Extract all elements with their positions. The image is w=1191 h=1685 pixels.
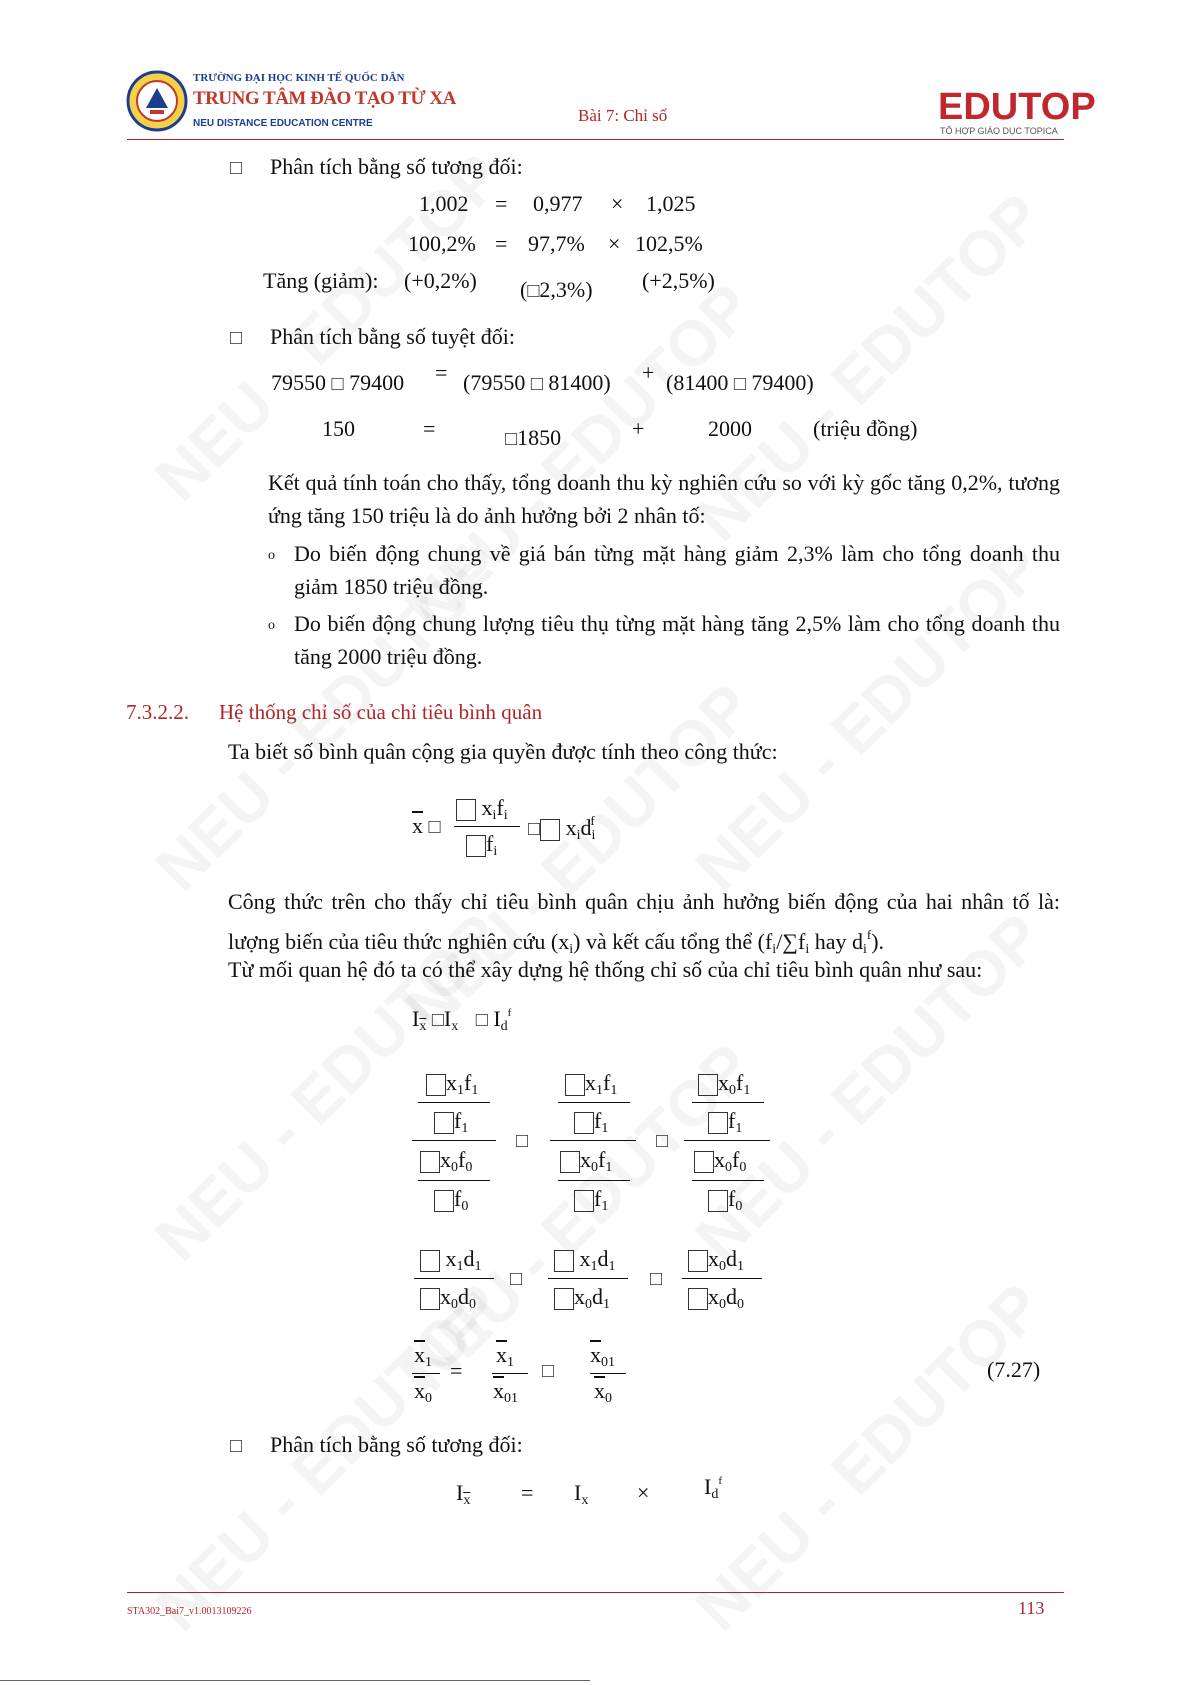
- abs-term: (79550 □ 81400): [463, 370, 611, 395]
- abs-value: □1850: [505, 425, 562, 450]
- conclusion-bullet: Do biến động chung về giá bán từng mặt hàng giảm 2,3% làm cho tổng doanh thu giảm 1850 triệu đồng.: [294, 541, 1060, 599]
- operator-icon: □: [656, 1130, 669, 1152]
- eq-sign: ×: [637, 1480, 650, 1505]
- eq-value: 100,2%: [408, 231, 476, 256]
- eq-value: 97,7%: [528, 231, 585, 256]
- abs-sign: +: [632, 416, 645, 441]
- abs-value: 150: [322, 416, 355, 441]
- operator-icon: □: [542, 1360, 555, 1382]
- header-divider: [127, 139, 1064, 140]
- eq-value: 102,5%: [635, 231, 703, 256]
- change-text: 2,3%): [539, 277, 593, 302]
- conclusion-text: Kết quả tính toán cho thấy, tổng doanh thu kỳ nghiên cứu so với kỳ gốc tăng 0,2%, tương ứng tăng 150 triệu là do ảnh hưởng bởi 2 nhân tố:: [268, 470, 1060, 528]
- index-term: $I_d^f$: [704, 1474, 722, 1502]
- operator-icon: □: [516, 1130, 529, 1152]
- section-title: Hệ thống chỉ số của chỉ tiêu bình quân: [219, 700, 543, 724]
- relative-heading: Phân tích bằng số tương đối:: [270, 1432, 523, 1457]
- conclusion-bullet: Do biến động chung lượng tiêu thụ từng mặt hàng tăng 2,5% làm cho tổng doanh thu tăng 2000 triệu đồng.: [294, 611, 1060, 669]
- formula-denominator: $f_i$: [466, 831, 497, 860]
- section-intro: Ta biết số bình quân cộng gia quyền được tính theo công thức:: [228, 739, 778, 764]
- logo-line-1: TRƯỜNG ĐẠI HỌC KINH TẾ QUỐC DÂN: [193, 72, 405, 84]
- abs-value: 2000: [708, 416, 752, 441]
- abs-sign: +: [642, 360, 655, 385]
- page-number: 113: [1018, 1598, 1045, 1618]
- footer-divider: [127, 1592, 1064, 1593]
- checkbox-icon: □: [230, 327, 243, 349]
- bullet-icon: o: [268, 618, 275, 633]
- abs-sign: =: [423, 416, 436, 441]
- page-title: Bài 7: Chỉ số: [578, 106, 668, 125]
- eq-value: 0,977: [533, 191, 583, 216]
- footer-code: STA302_Bai7_v1.0013109226: [127, 1606, 252, 1617]
- fraction-line: [454, 826, 520, 827]
- section-paragraph: Công thức trên cho thấy chỉ tiêu bình quân chịu ảnh hưởng biến động của hai nhân tố là: lượng biến của tiêu thức nghiên cứu $(x_i)$ và kết cấu tổng thể ($f_i/\sum f_i$ hay $d_i^f$).: [228, 889, 1060, 957]
- section-number: 7.3.2.2.: [126, 700, 189, 724]
- equation-number: (7.27): [987, 1357, 1041, 1382]
- formula-symbol: $\overline{x}$ □: [412, 813, 441, 838]
- watermark: [681, 1269, 1057, 1645]
- checkbox-icon: □: [230, 157, 243, 179]
- eq-sign: =: [450, 1358, 463, 1383]
- checkbox-icon: □: [230, 1435, 243, 1457]
- eq-sign: ×: [608, 231, 621, 256]
- eq-sign: =: [521, 1480, 534, 1505]
- absolute-heading: Phân tích bằng số tuyệt đối:: [270, 324, 516, 349]
- change-value: (□2,3%): [520, 277, 593, 302]
- formula-numerator: $x_if_i$: [456, 795, 508, 824]
- logo-line-2: TRUNG TÂM ĐÀO TẠO TỪ XA: [193, 88, 456, 109]
- index-relation: $I_{\overline{x}}$ $□I_x$ □ $I_d^f$: [412, 1006, 512, 1034]
- relative-heading: Phân tích bằng số tương đối:: [270, 154, 523, 179]
- eq-sign: =: [495, 191, 508, 216]
- change-label: Tăng (giảm):: [263, 268, 379, 293]
- abs-term: 79550 □ 79400: [271, 370, 405, 395]
- eq-value: 1,025: [646, 191, 696, 216]
- eq-sign: ×: [611, 191, 624, 216]
- index-term: $I_x$: [574, 1480, 589, 1508]
- change-value: (+0,2%): [404, 268, 477, 293]
- change-value: (+2,5%): [642, 268, 715, 293]
- abs-term: (81400 □ 79400): [666, 370, 814, 395]
- eq-value: 1,002: [419, 191, 469, 216]
- operator-icon: □: [510, 1268, 523, 1290]
- index-term: $I_{\overline{x}}$: [456, 1480, 471, 1508]
- neu-logo-icon: [126, 70, 188, 132]
- edutop-tagline: TỔ HỢP GIÁO DỤC TOPICA: [940, 126, 1058, 136]
- eq-sign: =: [495, 231, 508, 256]
- abs-unit: (triệu đồng): [813, 416, 918, 441]
- operator-icon: □: [650, 1268, 663, 1290]
- bullet-icon: o: [268, 548, 275, 563]
- page-bottom-rule: [0, 1680, 590, 1681]
- edutop-brand: EDUTOP: [938, 86, 1096, 128]
- formula-rhs: □ $x_id_i^f$: [528, 813, 596, 843]
- logo-line-3: NEU DISTANCE EDUCATION CENTRE: [193, 118, 373, 129]
- abs-sign: =: [435, 360, 448, 385]
- section-paragraph: Từ mối quan hệ đó ta có thể xây dựng hệ thống chỉ số của chỉ tiêu bình quân như sau:: [228, 957, 983, 982]
